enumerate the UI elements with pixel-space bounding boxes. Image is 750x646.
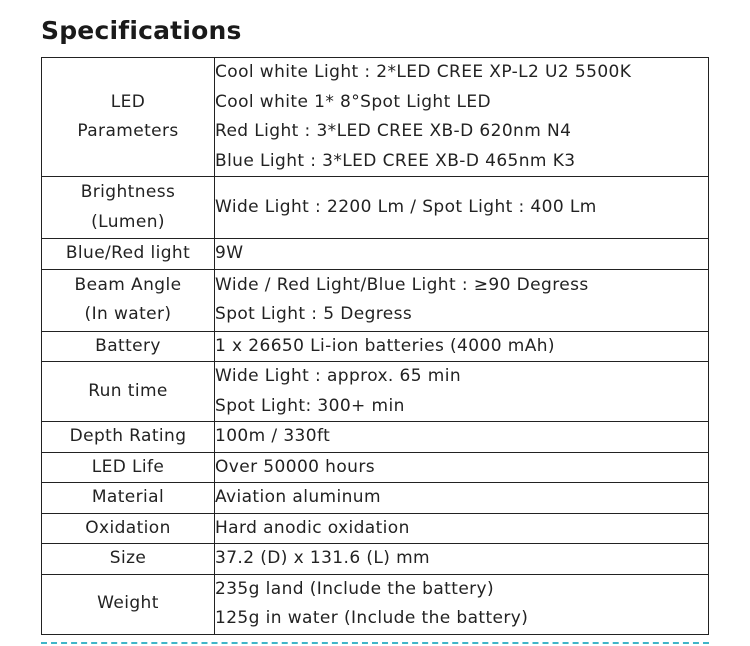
spec-label: Size [109,548,147,568]
spec-label-cell [42,483,215,514]
spec-value: Red Light : 3*LED CREE XB-D 620nm N4 [215,121,572,141]
spec-label: Material [91,487,165,507]
spec-value-cell [215,362,709,422]
spec-label: Parameters [77,121,179,141]
spec-value: Blue Light : 3*LED CREE XB-D 465nm K3 [215,150,576,171]
spec-value-cell [215,483,709,514]
table-row [42,483,709,514]
spec-label-cell [42,58,215,177]
spec-value-cell [215,422,709,453]
spec-value: Spot Light: 300+ min [215,395,405,416]
spec-label: Oxidation [85,517,171,538]
table-row [42,452,709,483]
spec-label-cell [42,331,215,362]
spec-label-cell [42,544,215,575]
spec-value: 235g land (Include the battery) [215,578,495,599]
spec-label-cell [42,574,215,634]
spec-label: (Lumen) [91,211,165,232]
spec-label: (In water) [84,304,172,324]
spec-label: Depth Rating [69,426,187,446]
spec-label-cell [42,239,215,270]
table-row [42,574,709,634]
table-row [42,422,709,453]
spec-value: 100m / 330ft [215,426,331,446]
spec-label: Brightness [80,182,176,202]
spec-value-cell [215,269,709,331]
spec-label: LED [110,91,146,112]
dashed-divider [41,642,709,644]
spec-label: Weight [97,593,159,614]
spec-value: Wide Light : 2200 Lm / Spot Light : 400 Lm [215,196,597,217]
page-title: Specifications [41,16,242,45]
table-row [42,239,709,270]
spec-label-cell [42,177,215,239]
spec-value: Over 50000 hours [215,456,375,477]
spec-value-cell [215,544,709,575]
spec-label-cell [42,362,215,422]
spec-value-cell [215,574,709,634]
spec-value: 9W [215,243,244,263]
spec-value-cell [215,513,709,544]
spec-label-cell [42,513,215,544]
spec-label-cell [42,269,215,331]
table-row [42,331,709,362]
spec-label: Run time [88,380,168,401]
spec-value: Spot Light : 5 Degress [215,304,413,324]
spec-label: LED Life [91,456,165,477]
spec-label-cell [42,422,215,453]
spec-value-cell [215,452,709,483]
spec-label: Battery [95,335,161,356]
spec-value: Cool white Light : 2*LED CREE XP-L2 U2 5500K [215,62,632,82]
spec-value: Wide Light : approx. 65 min [215,366,462,386]
table-row [42,269,709,331]
spec-value-cell [215,177,709,239]
spec-value: Wide / Red Light/Blue Light : ≥90 Degress [215,274,589,295]
spec-label: Blue/Red light [65,243,191,263]
spec-value: Hard anodic oxidation [215,517,410,538]
table-row [42,177,709,239]
spec-value: 125g in water (Include the battery) [215,608,529,628]
spec-value: Cool white 1* 8°Spot Light LED [215,91,491,112]
spec-value-cell [215,239,709,270]
table-row [42,513,709,544]
table-row [42,362,709,422]
spec-value-cell [215,58,709,177]
spec-label: Beam Angle [74,274,182,295]
spec-value-cell [215,331,709,362]
specifications-table [41,57,709,635]
spec-value: 1 x 26650 Li-ion batteries (4000 mAh) [215,335,555,356]
spec-value: 37.2 (D) x 131.6 (L) mm [215,548,431,568]
spec-label-cell [42,452,215,483]
table-row [42,58,709,177]
table-row [42,544,709,575]
spec-value: Aviation aluminum [215,487,381,507]
